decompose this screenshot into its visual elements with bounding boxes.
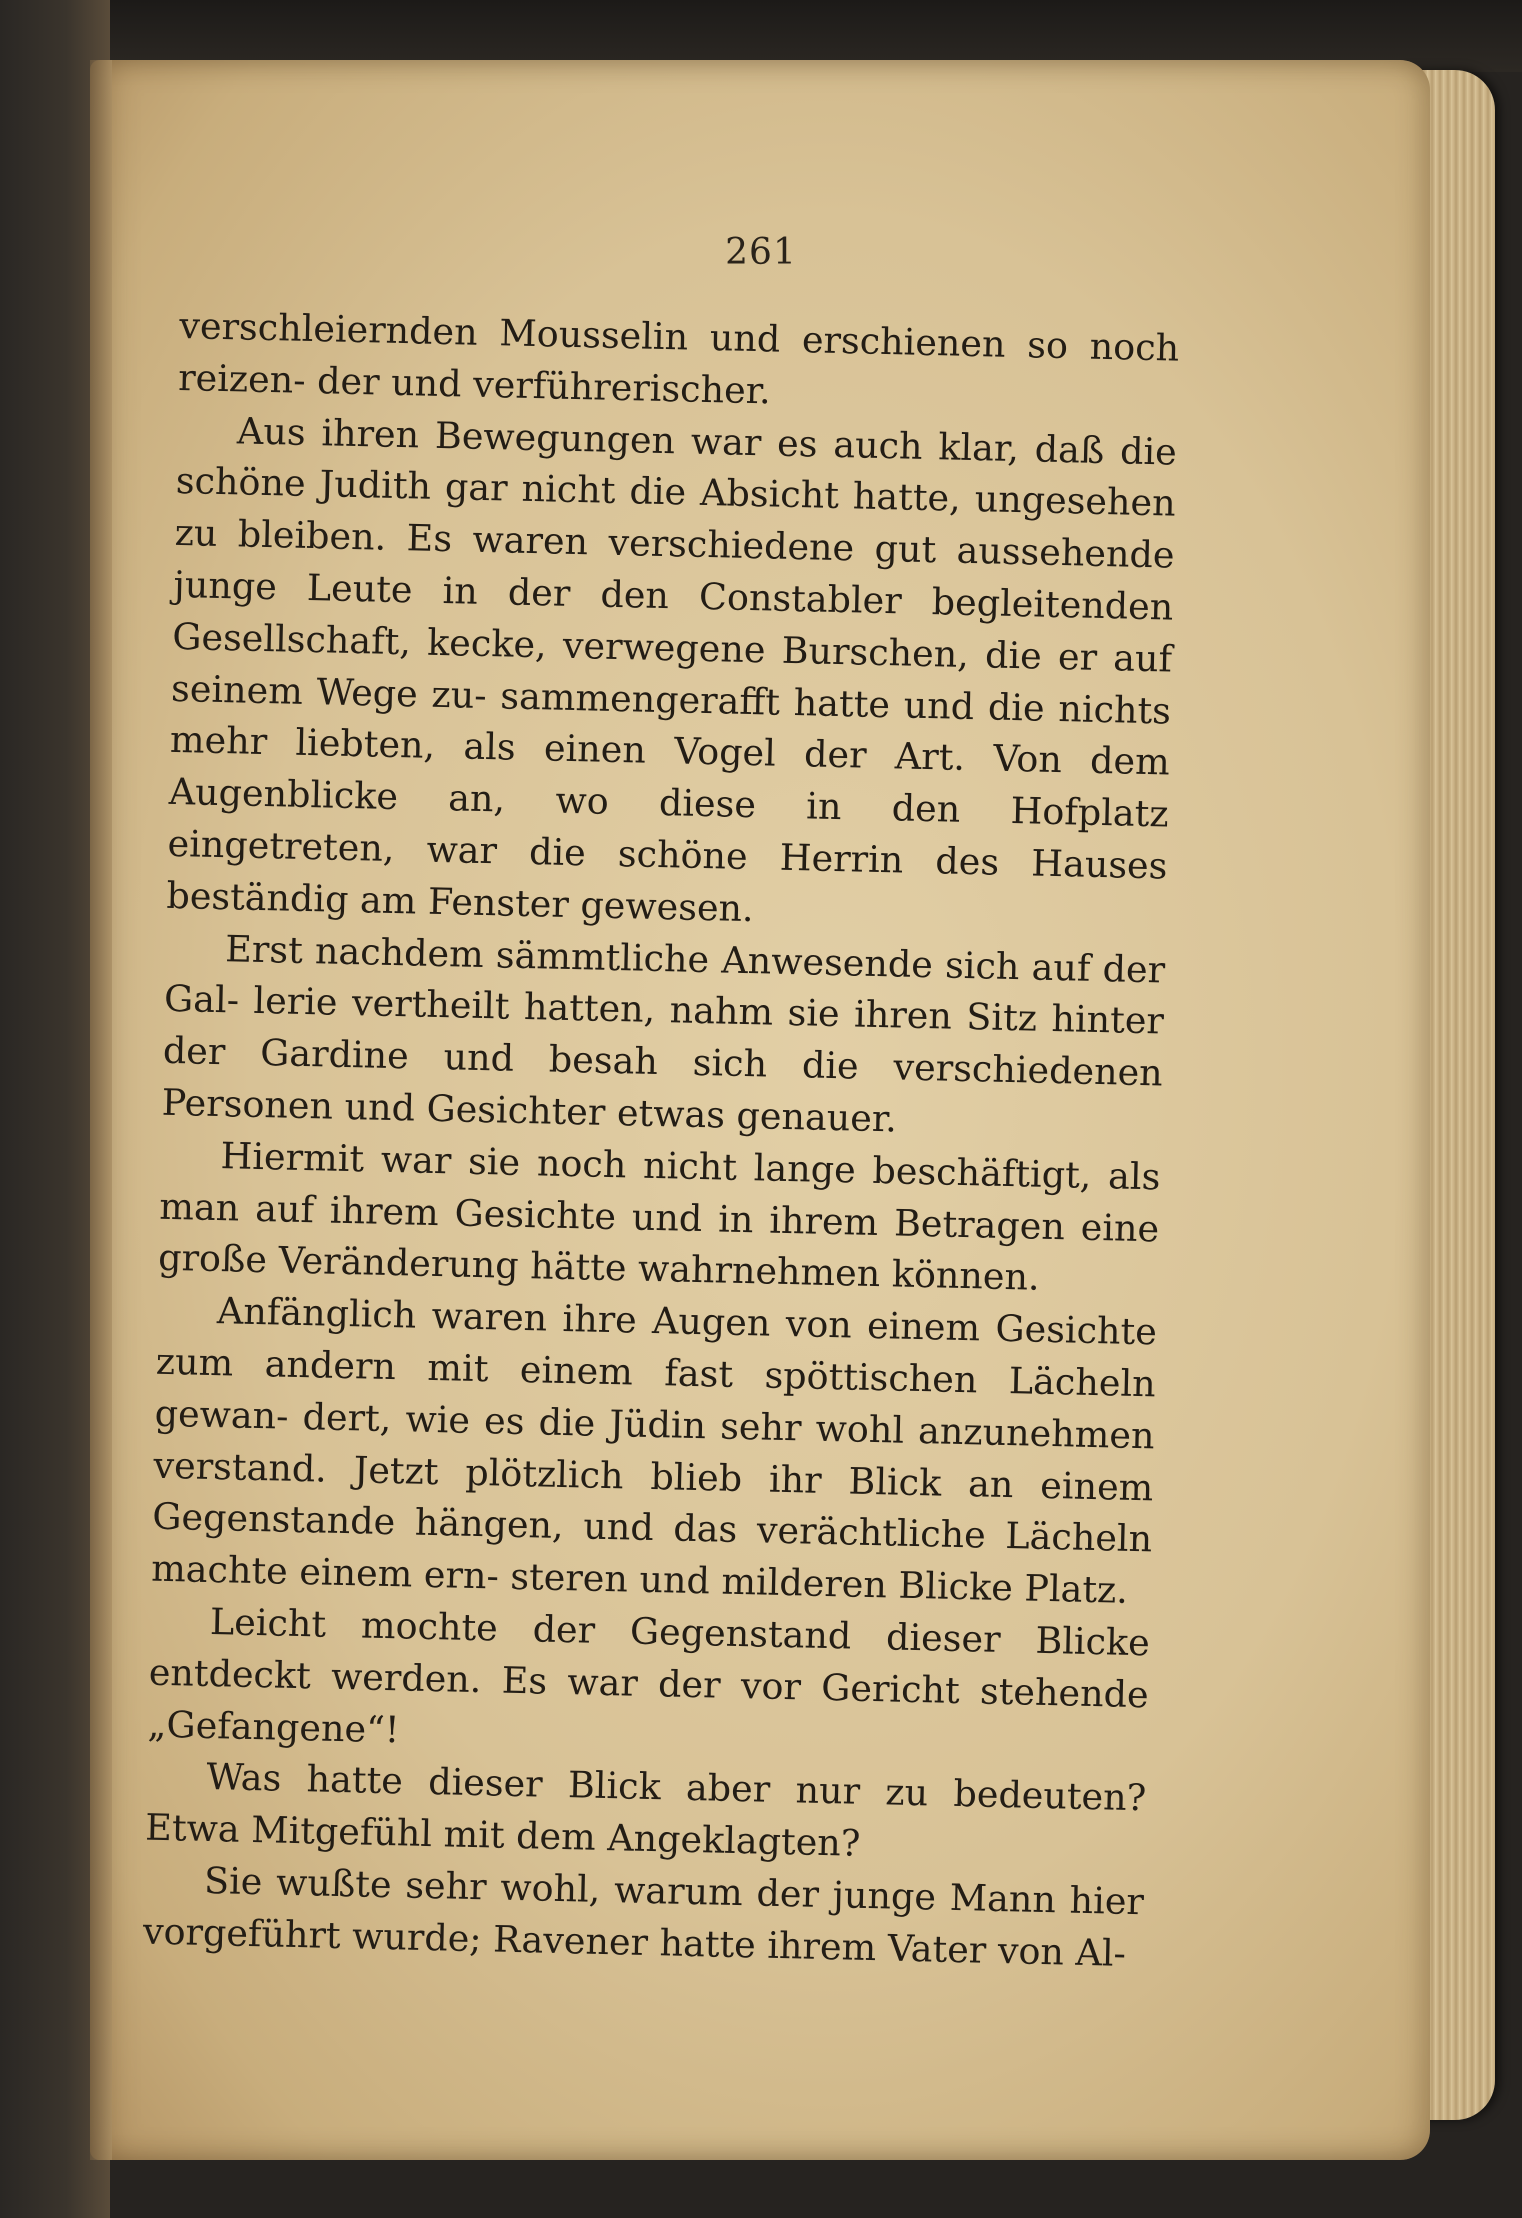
paragraph-5: Anfänglich waren ihre Augen von einem Gesichte zum andern mit einem fast spöttischen Lächeln gewan- dert, wie es die Jüdin sehr wohl anzunehmen verstand. Jetzt plötzlich blieb ihr Blick an einem Gegenstande hängen, und das verächtliche Lächeln machte einem ern- steren und milderen Blicke Platz.	[150, 1289, 1158, 1612]
paragraph-8: Sie wußte sehr wohl, warum der junge Mann hier vorgeführt wurde; Ravener hatte ihrem Vater von Al-	[142, 1858, 1145, 1975]
paragraph-3: Erst nachdem sämmtliche Anwesende sich auf der Gal- lerie vertheilt hatten, nahm sie ihren Sitz hinter der Gardine und besah sich die verschiedenen Personen und Gesichter etwas genauer.	[161, 926, 1166, 1141]
paragraph-1: verschleiernden Mousselin und erschienen so noch reizen- der und verführerischer.	[177, 303, 1180, 413]
paragraph-6: Leicht mochte der Gegenstand dieser Blicke entdeckt werden. Es war der vor Gericht stehende „Gefangene“!	[147, 1599, 1151, 1751]
book-gutter	[90, 60, 112, 2160]
paragraph-2: Aus ihren Bewegungen war es auch klar, daß die schöne Judith gar nicht die Absicht hatte, ungesehen zu bleiben. Es waren verschiedene gut aussehende junge Leute in der den Constabler begleitenden Gesellschaft, kecke, verwegene Burschen, die er auf seinem Wege zu- sammengerafft hatte und die nichts mehr liebten, als einen Vogel der Art. Von dem Augenblicke an, wo diese in den Hofplatz eingetreten, war die schöne Herrin des Hauses beständig am Fenster gewesen.	[166, 408, 1178, 930]
page-number: 261	[725, 232, 797, 273]
paragraph-7: Was hatte dieser Blick aber nur zu bedeuten? Etwa Mitgefühl mit dem Angeklagten?	[144, 1755, 1147, 1865]
body-text	[142, 300, 1179, 1980]
paragraph-4: Hiermit war sie noch nicht lange beschäftigt, als man auf ihrem Gesichte und in ihrem Betragen eine große Veränderung hätte wahrnehmen können.	[157, 1133, 1161, 1300]
